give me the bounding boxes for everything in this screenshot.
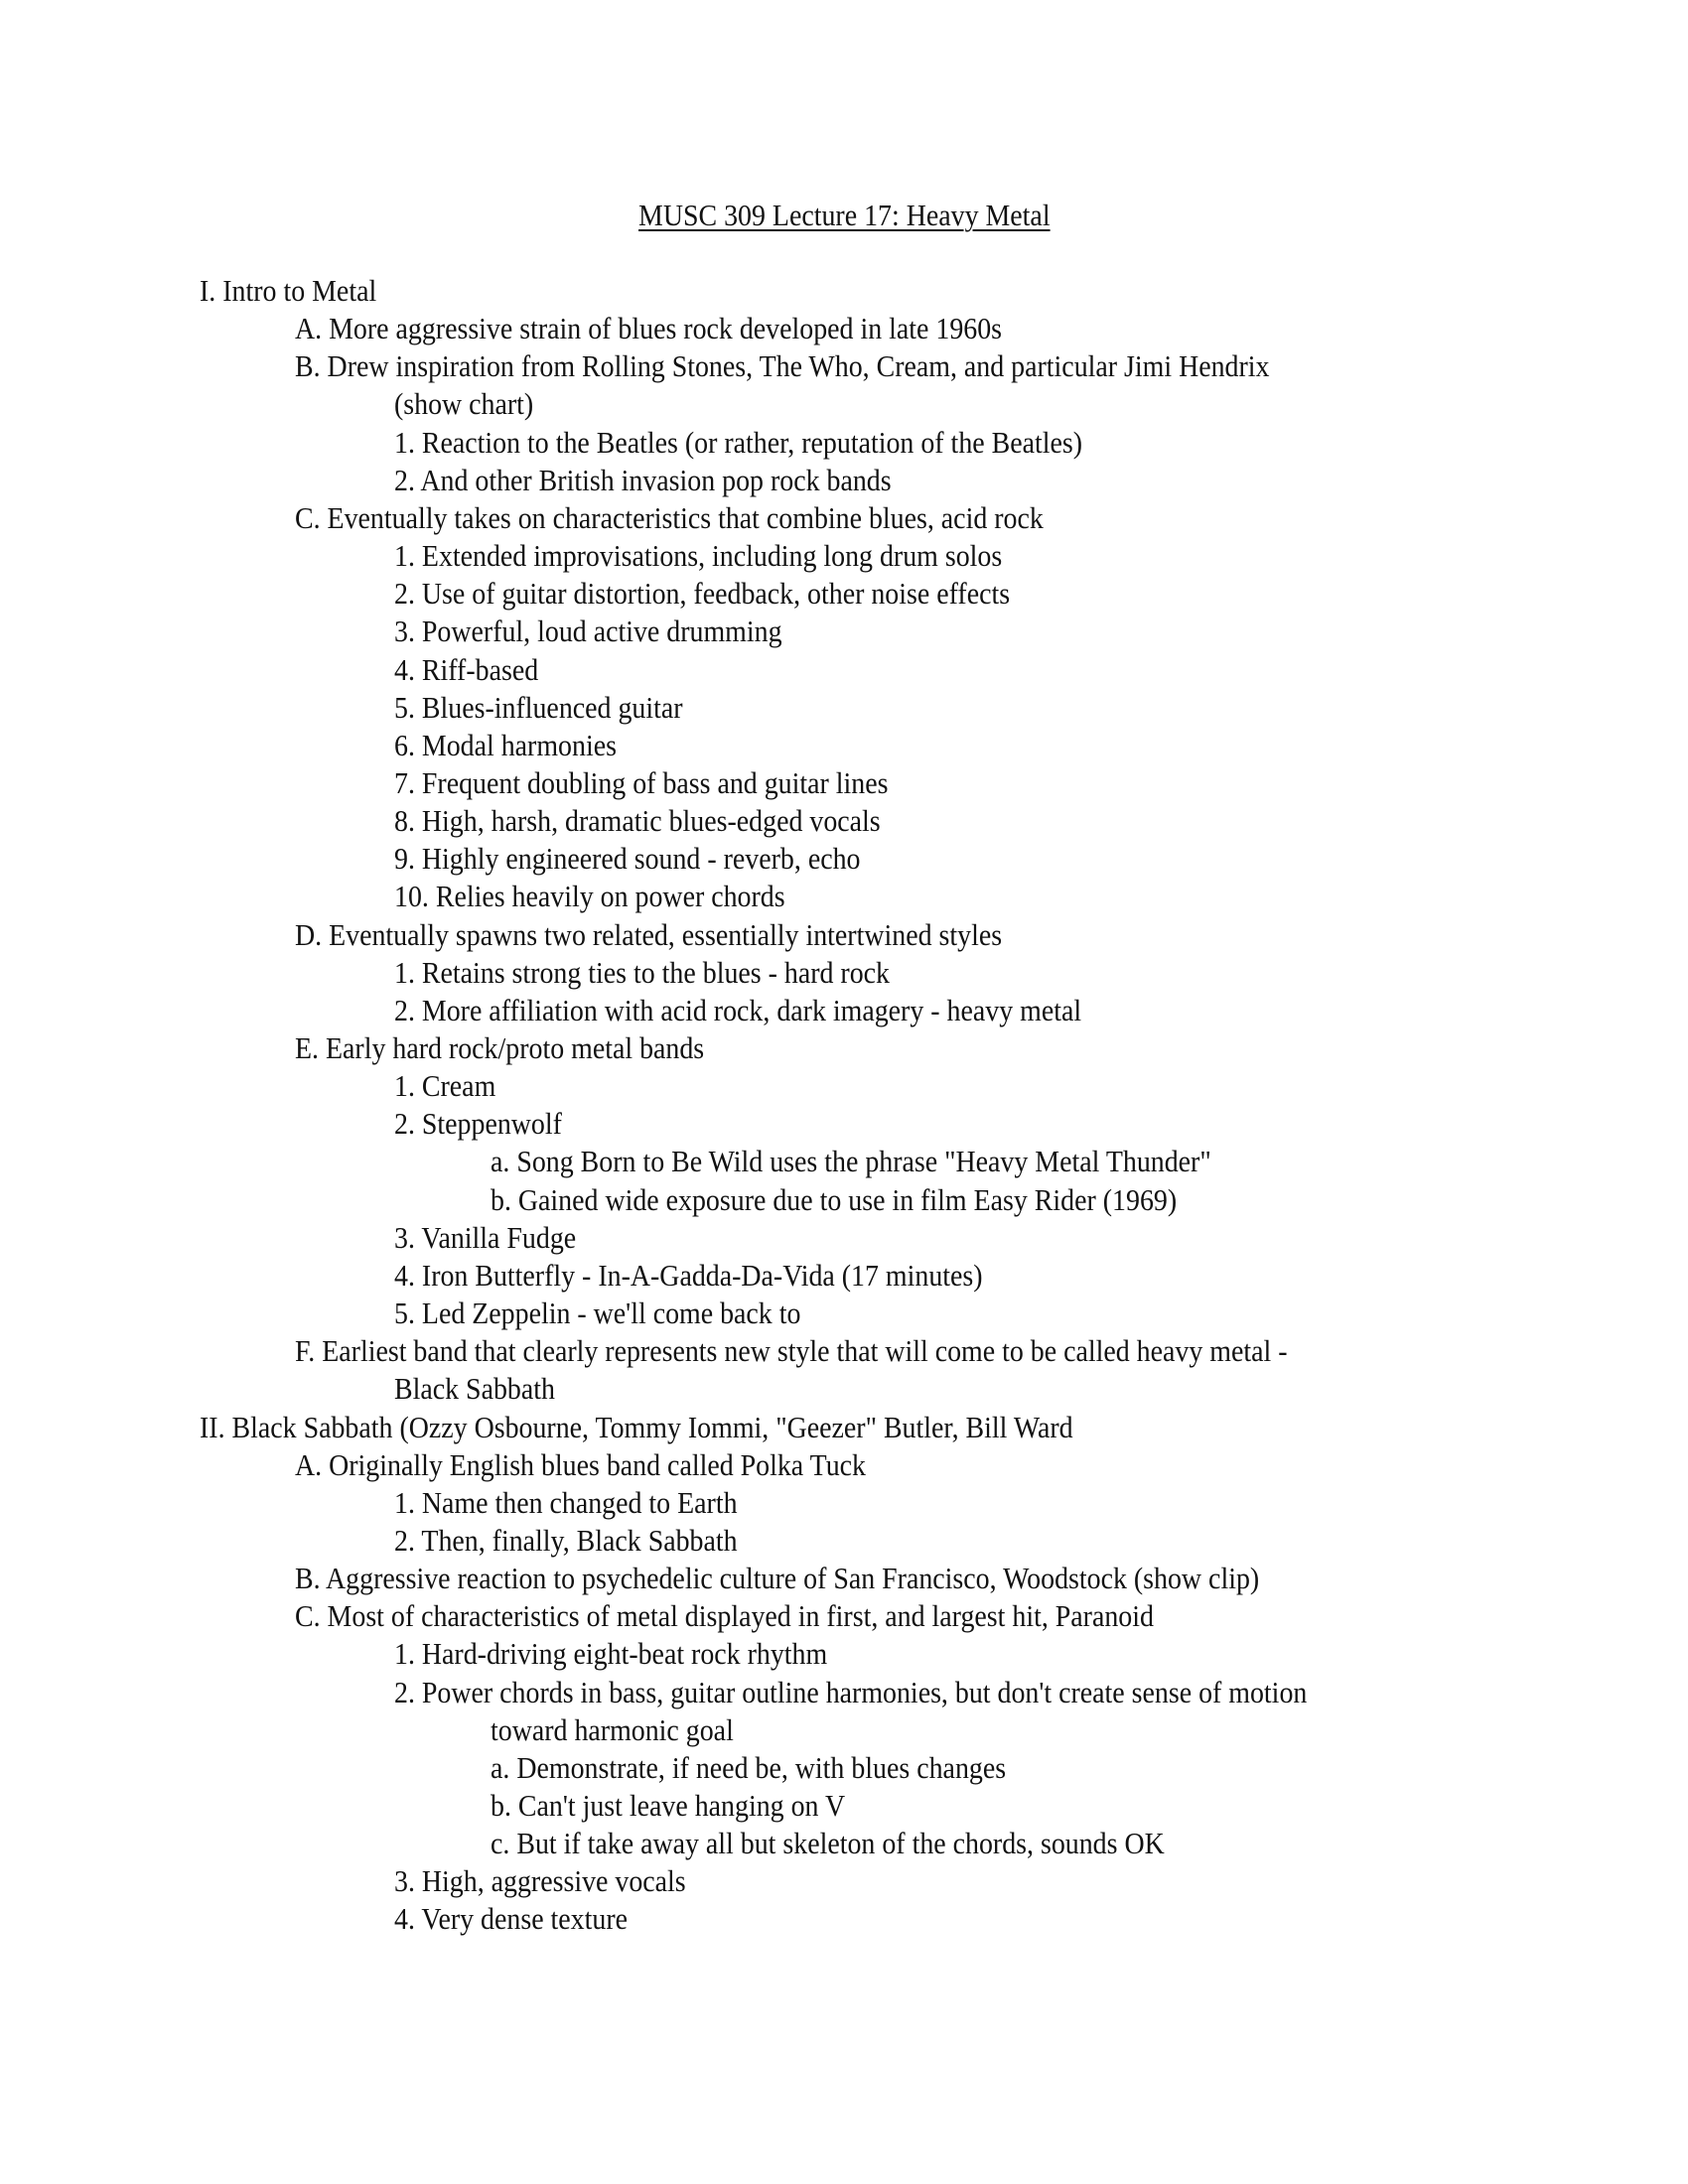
outline-item-level-1: D. Eventually spawns two related, essentially intertwined styles	[295, 916, 1003, 952]
outline-item-level-3: b. Can't just leave hanging on V	[491, 1788, 846, 1823]
outline-item-level-2: 1. Extended improvisations, including long drum solos	[394, 538, 1003, 574]
outline-item-level-2: 4. Riff-based	[394, 651, 539, 687]
outline-item-level-1: F. Earliest band that clearly represents new style that will come to be called heavy metal -	[295, 1333, 1288, 1369]
outline-item-level-2: 2. Then, finally, Black Sabbath	[394, 1522, 738, 1558]
outline-item-level-2: 1. Reaction to the Beatles (or rather, reputation of the Beatles)	[394, 424, 1083, 460]
outline-item-level-2: 1. Retains strong ties to the blues - hard rock	[394, 954, 891, 990]
outline-item-level-2: (show chart)	[394, 386, 534, 422]
outline-item-level-2: 3. Powerful, loud active drumming	[394, 614, 782, 649]
outline-item-level-1: A. Originally English blues band called Polka Tuck	[295, 1446, 867, 1482]
outline-item-level-2: 7. Frequent doubling of bass and guitar lines	[394, 764, 889, 800]
outline-item-level-2: 2. Steppenwolf	[394, 1106, 562, 1142]
outline-item-level-2: 1. Hard-driving eight-beat rock rhythm	[394, 1636, 828, 1672]
outline-item-level-2: 10. Relies heavily on power chords	[394, 879, 785, 914]
outline-item-level-1: E. Early hard rock/proto metal bands	[295, 1030, 705, 1065]
outline-item-level-2: 1. Cream	[394, 1068, 496, 1104]
outline-item-level-2: 8. High, harsh, dramatic blues-edged vocals	[394, 803, 881, 839]
outline-item-level-2: 2. And other British invasion pop rock bands	[394, 462, 892, 497]
outline-item-level-2: 4. Iron Butterfly - In-A-Gadda-Da-Vida (17 minutes)	[394, 1257, 983, 1293]
page-title-text: MUSC 309 Lecture 17: Heavy Metal	[637, 198, 1051, 232]
outline-item-level-0: II. Black Sabbath (Ozzy Osbourne, Tommy Iommi, "Geezer" Butler, Bill Ward	[200, 1409, 1073, 1444]
outline-item-level-2: 3. High, aggressive vocals	[394, 1863, 686, 1899]
outline-item-level-1: B. Aggressive reaction to psychedelic culture of San Francisco, Woodstock (show clip)	[295, 1561, 1260, 1596]
outline-item-level-2: 5. Led Zeppelin - we'll come back to	[394, 1296, 801, 1331]
outline-item-level-2: 6. Modal harmonies	[394, 727, 617, 762]
outline-item-level-0: I. Intro to Metal	[200, 273, 377, 308]
page-title	[0, 197, 1688, 234]
outline-item-level-1: B. Drew inspiration from Rolling Stones, The Who, Cream, and particular Jimi Hendrix	[295, 348, 1270, 384]
outline-item-level-2: 2. More affiliation with acid rock, dark imagery - heavy metal	[394, 992, 1082, 1027]
outline-item-level-3: a. Song Born to Be Wild uses the phrase "Heavy Metal Thunder"	[491, 1144, 1211, 1179]
outline-item-level-3: toward harmonic goal	[491, 1711, 734, 1747]
outline-item-level-3: a. Demonstrate, if need be, with blues changes	[491, 1749, 1007, 1785]
outline-item-level-2: Black Sabbath	[394, 1371, 555, 1407]
outline-item-level-2: 2. Use of guitar distortion, feedback, other noise effects	[394, 576, 1011, 612]
outline-item-level-2: 1. Name then changed to Earth	[394, 1484, 738, 1520]
outline-item-level-3: b. Gained wide exposure due to use in film Easy Rider (1969)	[491, 1181, 1178, 1217]
outline-item-level-2: 4. Very dense texture	[394, 1901, 629, 1937]
outline-item-level-1: A. More aggressive strain of blues rock developed in late 1960s	[295, 311, 1003, 346]
outline-item-level-1: C. Eventually takes on characteristics that combine blues, acid rock	[295, 499, 1044, 535]
outline-item-level-2: 9. Highly engineered sound - reverb, echo	[394, 841, 861, 877]
outline-item-level-2: 2. Power chords in bass, guitar outline harmonies, but don't create sense of motion	[394, 1674, 1308, 1709]
outline-item-level-1: C. Most of characteristics of metal displayed in first, and largest hit, Paranoid	[295, 1598, 1154, 1634]
outline-item-level-2: 5. Blues-influenced guitar	[394, 689, 683, 725]
outline-item-level-2: 3. Vanilla Fudge	[394, 1219, 577, 1255]
outline-item-level-3: c. But if take away all but skeleton of the chords, sounds OK	[491, 1826, 1165, 1861]
